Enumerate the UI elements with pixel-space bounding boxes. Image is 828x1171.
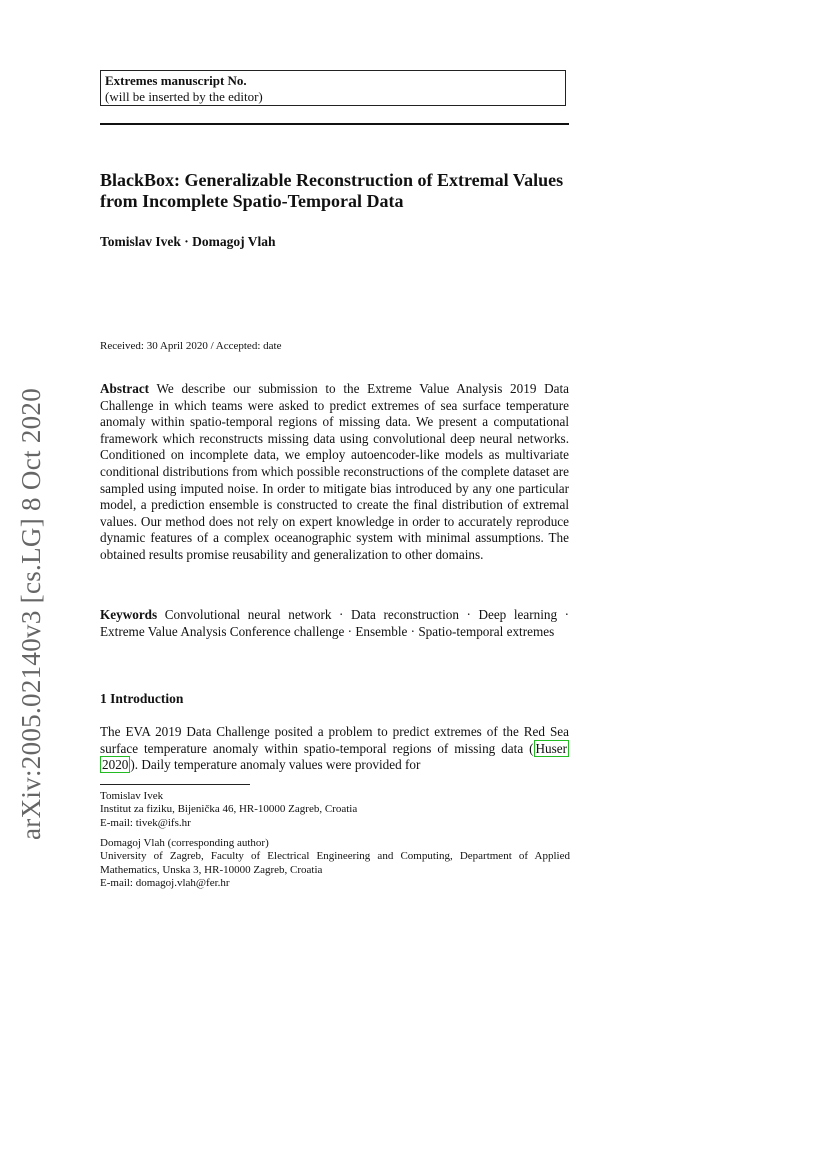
manuscript-number-label: Extremes manuscript No. [105,73,247,88]
author1-footnote [100,790,570,830]
citation-link-year[interactable]: 2020 [102,757,129,773]
author2-email: E-mail: domagoj.vlah@fer.hr [100,877,230,890]
editor-note: (will be inserted by the editor) [105,89,263,104]
keywords-label: Keywords [100,607,158,622]
author-list: Tomislav Ivek · Domagoj Vlah [100,234,276,249]
footnote-rule [100,784,250,785]
abstract-label: Abstract [100,381,150,396]
abstract-text: We describe our submission to the Extreme Value Analysis 2019 Data Challenge in which teams were asked to predict extremes of sea surface temperature anomaly within spatio-temporal regions of missing data. We present a computational framework which reconstructs missing data using convolutional deep neural networks. Conditioned on incomplete data, we employ autoencoder-like models as multivariate conditional distributions from which possible reconstructions of the complete dataset are sampled using imputed noise. In order to mitigate bias introduced by any one particular model, a prediction ensemble is constructed to create the final distribution of extremal values. Our method does not rely on expert knowledge in order to accurately reproduce dynamic features of a complex oceanographic system with minimal assumptions. The obtained results promise reusability and generalization to other domains. [100,381,569,562]
author2-affiliation: University of Zagreb, Faculty of Electrical Engineering and Computing, Department of Applied Mathematics, Unska 3, HR-10000 Zagreb, Croatia [100,850,570,876]
author1-name: Tomislav Ivek [100,790,164,802]
keywords [100,607,569,640]
citation-link-author[interactable]: Huser [535,740,567,756]
received-date: Received: 30 April 2020 / Accepted: date [100,340,282,352]
intro-paragraph [100,724,569,774]
author1-affiliation: Institut za fiziku, Bijenička 46, HR-10000 Zagreb, Croatia [100,803,358,816]
arxiv-identifier: arXiv:2005.02140v3 [cs.LG] 8 Oct 2020 [16,387,46,840]
abstract [100,381,569,564]
section-heading: 1 Introduction [100,691,184,706]
header-rule [100,123,569,125]
author2-footnote [100,837,570,891]
intro-text-end: ). Daily temperature anomaly values were provided for [130,757,421,773]
keywords-text: Convolutional neural network · Data reconstruction · Deep learning · Extreme Value Analysis Conference challenge · Ensemble · Spatio-temporal extremes [100,607,569,639]
editor-placeholder-box [100,70,566,106]
author2-name: Domagoj Vlah (corresponding author) [100,837,269,849]
paper-title: BlackBox: Generalizable Reconstruction of Extremal Values from Incomplete Spatio-Temporal Data [100,170,564,211]
intro-text-start: The EVA 2019 Data Challenge posited a problem to predict extremes of the Red Sea surface temperature anomaly within spatio-temporal regions of missing data ( [100,724,569,756]
author1-email: E-mail: tivek@ifs.hr [100,816,191,829]
